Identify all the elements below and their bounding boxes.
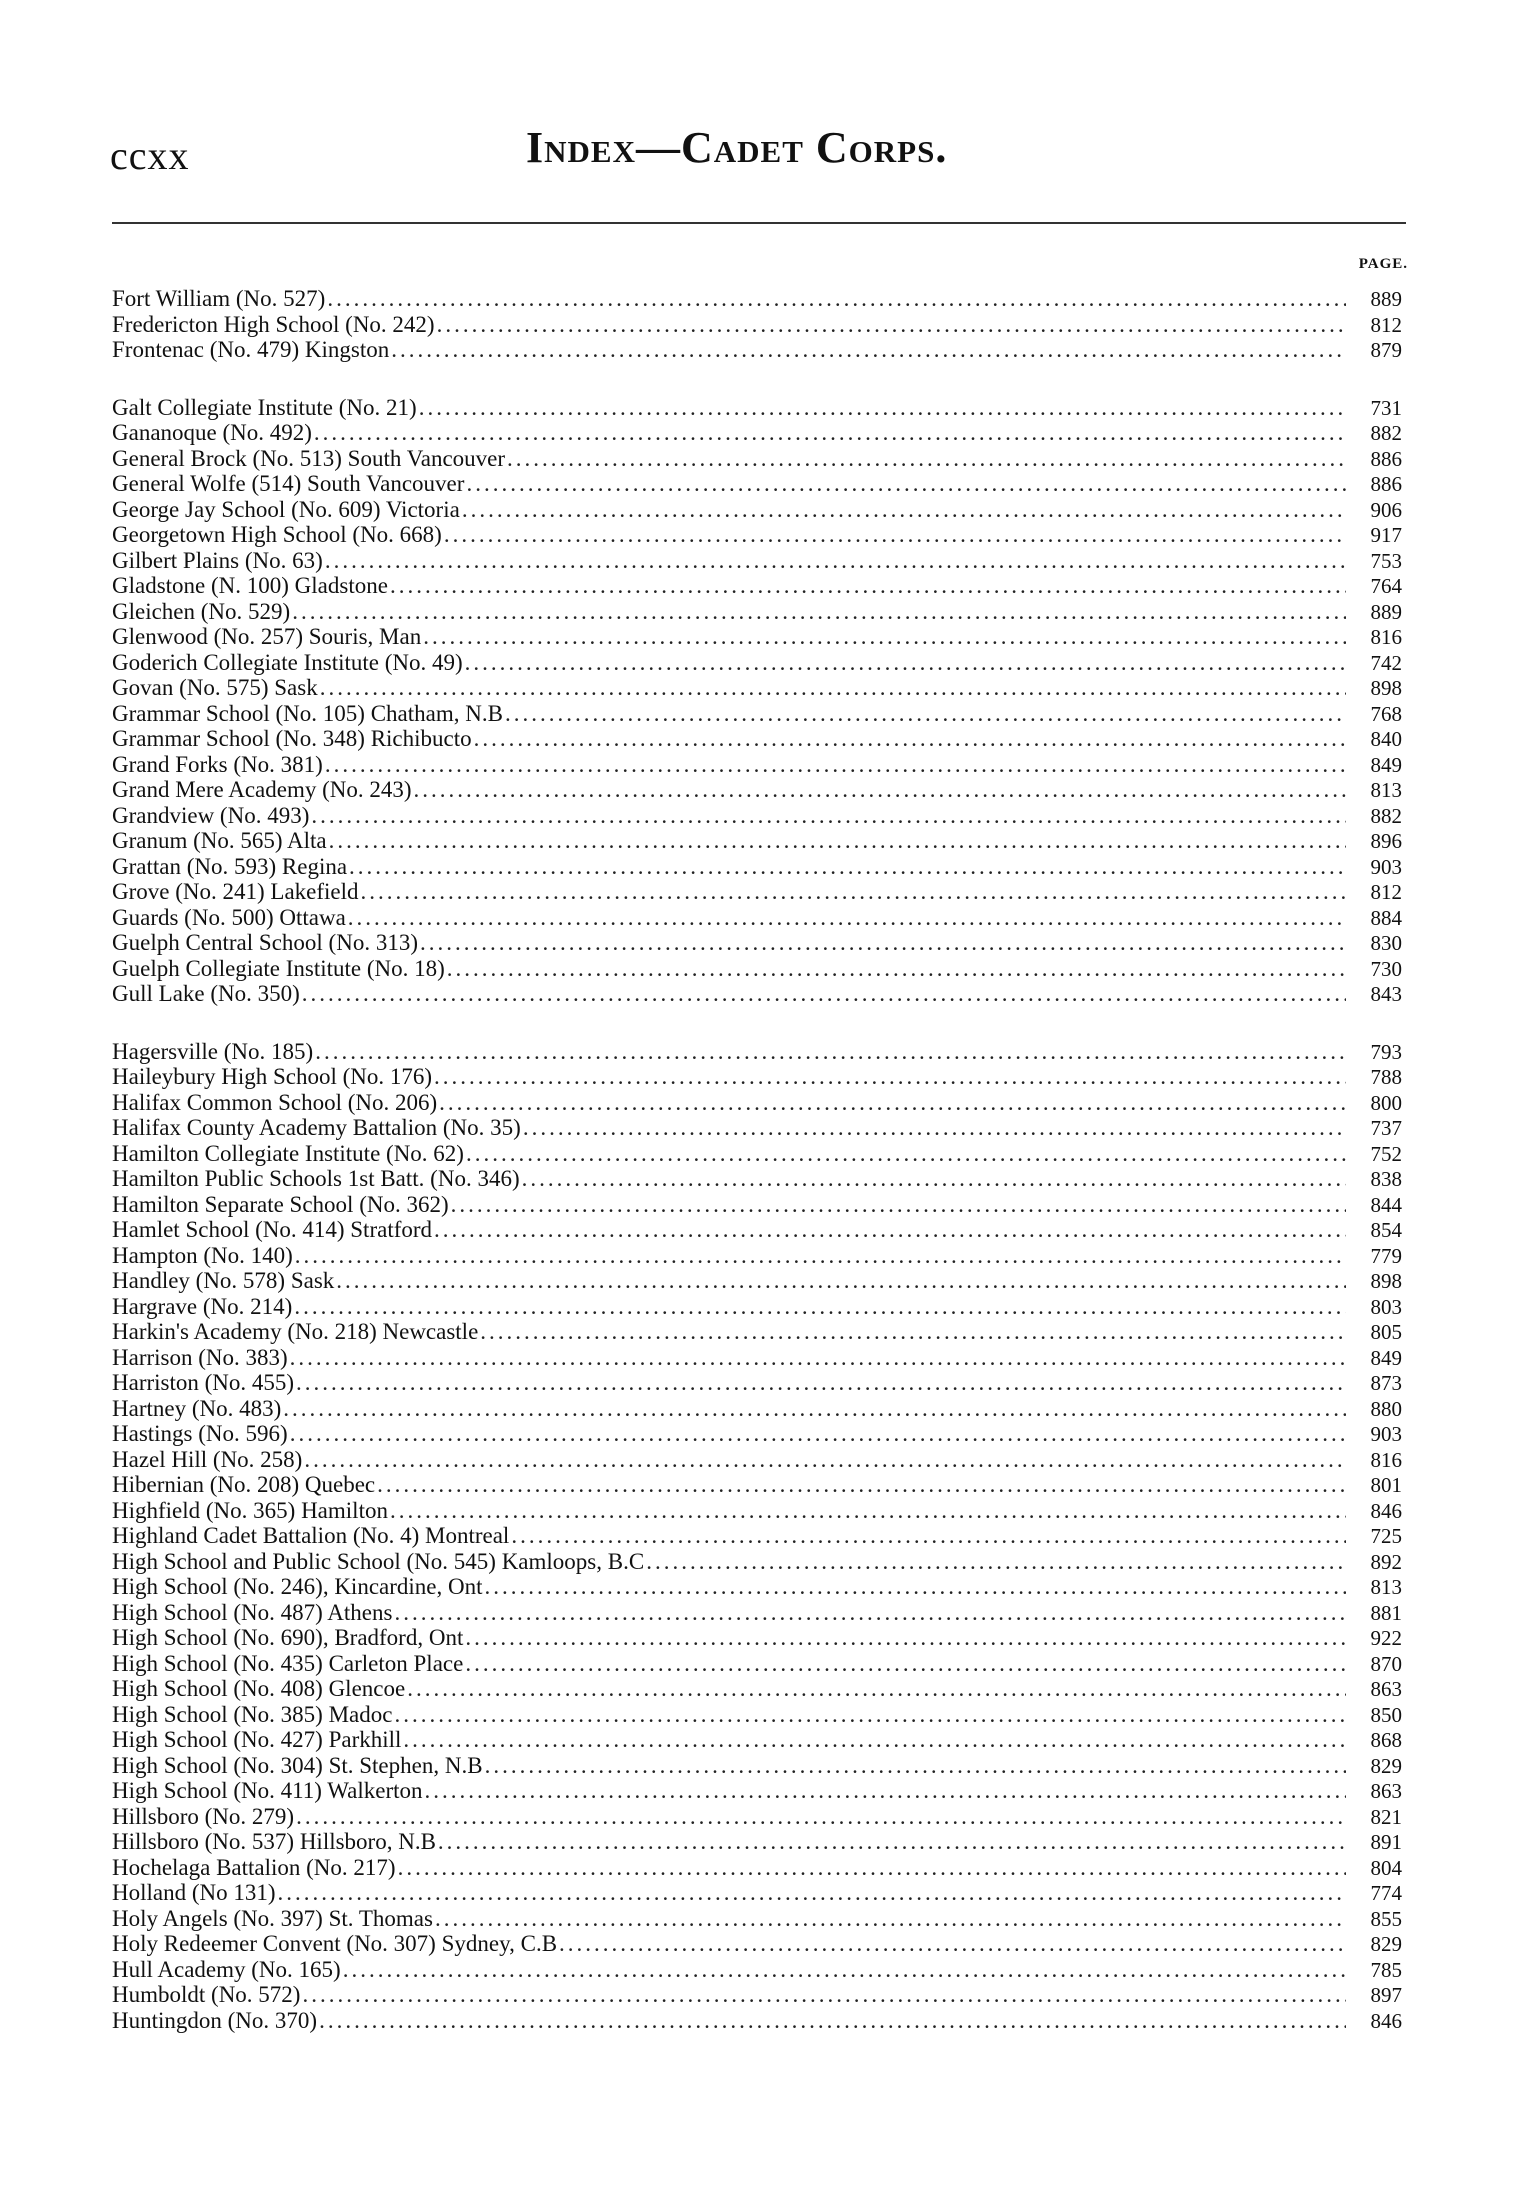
entry-page-number: 898 [1370,676,1402,700]
dot-leader [295,1243,1346,1269]
entry-page-number: 917 [1370,523,1402,547]
entry-page-number: 843 [1370,982,1402,1006]
entry-name: Glenwood (No. 257) Souris, Man [112,624,422,649]
dot-leader [314,420,1346,446]
entry-name: Goderich Collegiate Institute (No. 49) [112,649,463,675]
entry-page-number: 829 [1370,1753,1402,1778]
index-entry [112,1906,1402,1932]
entry-name: Frontenac (No. 479) Kingston [112,337,390,362]
index-group [112,395,1402,1007]
entry-page-number: 804 [1370,1855,1402,1880]
entry-page-number: 881 [1370,1600,1402,1625]
entry-name: Hampton (No. 140) [112,1242,293,1268]
entry-page-number: 846 [1370,2008,1402,2033]
index-entry [112,1268,1402,1294]
entry-page-number: 903 [1370,1422,1402,1446]
entry-page-number: 731 [1370,395,1402,420]
entry-name: Hull Academy (No. 165) [112,1956,341,1982]
dot-leader [485,1753,1346,1779]
dot-leader [302,1982,1346,2008]
entry-page-number: 813 [1370,1575,1402,1599]
entry-name: Hillsboro (No. 279) [112,1803,295,1829]
entry-page-number: 725 [1370,1524,1402,1548]
index-entry [112,1625,1402,1651]
dot-leader [466,471,1346,497]
dot-leader [290,1421,1346,1447]
dot-leader [390,1498,1346,1524]
entry-name: Grand Forks (No. 381) [112,751,323,777]
dot-leader [485,1574,1347,1600]
entry-name: Grammar School (No. 105) Chatham, N.B [112,700,503,726]
header-rule [112,222,1406,224]
dot-leader [325,548,1346,574]
entry-page-number: 854 [1370,1218,1402,1242]
entry-page-number: 801 [1370,1473,1402,1497]
entry-page-number: 889 [1370,287,1402,311]
entry-name: Harkin's Academy (No. 218) Newcastle [112,1319,479,1344]
index-entry [112,624,1402,650]
dot-leader [391,337,1346,363]
dot-leader [437,312,1346,338]
index-entry [112,2008,1402,2034]
dot-leader [327,286,1346,312]
entry-name: Hillsboro (No. 537) Hillsboro, N.B [112,1829,436,1854]
entry-name: Halifax County Academy Battalion (No. 35) [112,1115,521,1140]
entry-name: High School (No. 435) Carleton Place [112,1650,464,1676]
dot-leader [394,1600,1346,1626]
entry-name: Gilbert Plains (No. 63) [112,547,323,573]
index-entry [112,1447,1402,1473]
entry-page-number: 768 [1370,701,1402,726]
entry-page-number: 812 [1370,880,1402,904]
entry-page-number: 855 [1370,1906,1402,1931]
index-entry [112,548,1402,574]
entry-name: High School (No. 408) Glencoe [112,1676,406,1701]
index-entry [112,650,1402,676]
page-title: Index—Cadet Corps. [526,123,948,172]
entry-name: High School (No. 246), Kincardine, Ont [112,1574,483,1599]
dot-leader [523,1115,1346,1141]
index-entry [112,1957,1402,1983]
entry-name: High School (No. 690), Bradford, Ont [112,1625,464,1650]
entry-name: Harrison (No. 383) [112,1344,288,1370]
entry-name: Highfield (No. 365) Hamilton [112,1497,388,1523]
index-entry [112,803,1402,829]
dot-leader [465,650,1346,676]
dot-leader [292,599,1346,625]
entry-name: High School and Public School (No. 545) Kamloops, B.C [112,1548,645,1574]
entry-name: Grove (No. 241) Lakefield [112,879,359,904]
entry-page-number: 863 [1370,1677,1402,1701]
entry-name: Humboldt (No. 572) [112,1982,301,2007]
index-list [112,286,1402,2065]
entry-page-number: 737 [1370,1116,1402,1140]
entry-name: Gull Lake (No. 350) [112,981,300,1006]
entry-page-number: 829 [1370,1932,1402,1956]
entry-page-number: 812 [1370,312,1402,337]
index-entry [112,1600,1402,1626]
dot-leader [290,1345,1346,1371]
dot-leader [420,930,1346,956]
entry-name: Grandview (No. 493) [112,802,310,828]
entry-name: Georgetown High School (No. 668) [112,522,442,547]
dot-leader [278,1880,1346,1906]
dot-leader [522,1166,1346,1192]
entry-page-number: 742 [1370,650,1402,675]
index-entry [112,337,1402,363]
index-entry [112,1753,1402,1779]
entry-page-number: 764 [1370,574,1402,598]
entry-name: Gananoque (No. 492) [112,420,312,445]
dot-leader [511,1523,1346,1549]
entry-name: High School (No. 304) St. Stephen, N.B [112,1752,483,1778]
folio-number: ccxx [110,133,190,178]
dot-leader [319,2008,1346,2034]
entry-name: Gladstone (N. 100) Gladstone [112,573,388,598]
entry-name: Hastings (No. 596) [112,1421,288,1446]
index-entry [112,956,1402,982]
entry-page-number: 898 [1370,1269,1402,1293]
entry-page-number: 785 [1370,1957,1402,1982]
dot-leader [447,956,1346,982]
dot-leader [296,1804,1346,1830]
entry-name: Hazel Hill (No. 258) [112,1446,303,1472]
entry-page-number: 805 [1370,1320,1402,1344]
dot-leader [390,573,1346,599]
entry-page-number: 870 [1370,1651,1402,1676]
entry-page-number: 892 [1370,1549,1402,1574]
entry-page-number: 886 [1370,446,1402,471]
entry-page-number: 821 [1370,1804,1402,1829]
dot-leader [414,777,1346,803]
dot-leader [465,1625,1346,1651]
index-entry [112,675,1402,701]
entry-page-number: 882 [1370,803,1402,828]
entry-name: Guelph Collegiate Institute (No. 18) [112,955,445,981]
dot-leader [559,1931,1346,1957]
index-entry [112,1192,1402,1218]
index-entry [112,1115,1402,1141]
index-entry [112,1039,1402,1065]
index-entry [112,1345,1402,1371]
entry-page-number: 868 [1370,1728,1402,1752]
entry-name: High School (No. 411) Walkerton [112,1778,423,1803]
dot-leader [294,1294,1346,1320]
entry-page-number: 896 [1370,829,1402,853]
entry-page-number: 803 [1370,1294,1402,1319]
entry-page-number: 879 [1370,338,1402,362]
index-entry [112,879,1402,905]
entry-page-number: 788 [1370,1065,1402,1089]
entry-page-number: 730 [1370,956,1402,981]
entry-name: Govan (No. 575) Sask [112,675,318,700]
entry-page-number: 774 [1370,1881,1402,1905]
index-entry [112,395,1402,421]
entry-name: Handley (No. 578) Sask [112,1268,335,1293]
dot-leader [336,1268,1346,1294]
entry-page-number: 830 [1370,931,1402,955]
entry-page-number: 846 [1370,1498,1402,1523]
entry-name: Galt Collegiate Institute (No. 21) [112,394,417,420]
entry-name: Fredericton High School (No. 242) [112,311,435,337]
entry-name: Hamilton Public Schools 1st Batt. (No. 346) [112,1166,520,1191]
entry-name: High School (No. 385) Madoc [112,1701,393,1727]
dot-leader [474,726,1346,752]
dot-leader [315,1039,1346,1065]
page-column-heading: PAGE. [1358,256,1408,272]
index-entry [112,1294,1402,1320]
dot-leader [466,1141,1346,1167]
dot-leader [343,1957,1346,1983]
dot-leader [444,522,1346,548]
entry-name: Gleichen (No. 529) [112,598,291,624]
entry-page-number: 793 [1370,1039,1402,1064]
dot-leader [283,1396,1346,1422]
index-entry [112,701,1402,727]
entry-name: Guelph Central School (No. 313) [112,930,418,955]
entry-name: Halifax Common School (No. 206) [112,1089,438,1115]
entry-page-number: 816 [1370,1447,1402,1472]
dot-leader [646,1549,1346,1575]
entry-page-number: 884 [1370,905,1402,930]
index-entry [112,599,1402,625]
index-entry [112,1931,1402,1957]
dot-leader [325,752,1346,778]
index-entry [112,1421,1402,1447]
index-entry [112,522,1402,548]
entry-name: General Wolfe (514) South Vancouver [112,471,465,496]
dot-leader [361,879,1346,905]
index-entry [112,1217,1402,1243]
entry-name: Haileybury High School (No. 176) [112,1064,433,1089]
index-entry [112,420,1402,446]
index-entry [112,1676,1402,1702]
dot-leader [407,1676,1346,1702]
index-entry [112,1498,1402,1524]
entry-page-number: 882 [1370,421,1402,445]
index-entry [112,1090,1402,1116]
index-entry [112,1472,1402,1498]
dot-leader [296,1370,1346,1396]
dot-leader [451,1192,1346,1218]
entry-name: Hamlet School (No. 414) Stratford [112,1217,433,1242]
index-entry [112,1064,1402,1090]
entry-name: Hamilton Collegiate Institute (No. 62) [112,1140,464,1166]
entry-page-number: 849 [1370,752,1402,777]
entry-page-number: 850 [1370,1702,1402,1727]
dot-leader [434,1217,1346,1243]
index-entry [112,1396,1402,1422]
index-entry [112,286,1402,312]
entry-name: George Jay School (No. 609) Victoria [112,496,460,522]
index-entry [112,1651,1402,1677]
entry-name: General Brock (No. 513) South Vancouver [112,445,506,471]
entry-page-number: 889 [1370,599,1402,624]
index-group [112,1039,1402,2034]
index-entry [112,726,1402,752]
dot-leader [507,446,1346,472]
entry-name: Fort William (No. 527) [112,286,326,311]
dot-leader [304,1447,1346,1473]
index-entry [112,1727,1402,1753]
dot-leader [434,1064,1346,1090]
entry-page-number: 863 [1370,1779,1402,1803]
dot-leader [329,828,1346,854]
index-entry [112,752,1402,778]
index-entry [112,854,1402,880]
index-entry [112,1166,1402,1192]
entry-page-number: 903 [1370,854,1402,879]
entry-page-number: 922 [1370,1626,1402,1650]
entry-page-number: 753 [1370,548,1402,573]
index-entry [112,1829,1402,1855]
index-entry [112,1855,1402,1881]
index-entry [112,828,1402,854]
entry-page-number: 886 [1370,472,1402,496]
index-entry [112,312,1402,338]
entry-name: Hamilton Separate School (No. 362) [112,1191,449,1217]
entry-page-number: 897 [1370,1983,1402,2007]
dot-leader [394,1702,1346,1728]
entry-name: Huntingdon (No. 370) [112,2007,318,2033]
entry-page-number: 838 [1370,1167,1402,1191]
dot-leader [377,1472,1346,1498]
entry-name: Grattan (No. 593) Regina [112,853,348,879]
dot-leader [349,854,1346,880]
entry-name: High School (No. 487) Athens [112,1599,393,1625]
dot-leader [480,1319,1346,1345]
entry-page-number: 906 [1370,497,1402,522]
entry-page-number: 880 [1370,1396,1402,1421]
index-entry [112,930,1402,956]
dot-leader [438,1829,1346,1855]
entry-name: High School (No. 427) Parkhill [112,1727,402,1752]
entry-page-number: 779 [1370,1243,1402,1268]
dot-leader [505,701,1346,727]
entry-page-number: 891 [1370,1830,1402,1854]
entry-page-number: 813 [1370,778,1402,802]
entry-page-number: 849 [1370,1345,1402,1370]
entry-name: Grand Mere Academy (No. 243) [112,777,412,802]
dot-leader [439,1090,1346,1116]
index-entry [112,1702,1402,1728]
entry-name: Holy Angels (No. 397) St. Thomas [112,1905,433,1931]
index-entry [112,1880,1402,1906]
dot-leader [423,624,1346,650]
dot-leader [302,981,1346,1007]
dot-leader [398,1855,1346,1881]
index-group [112,286,1402,363]
index-entry [112,497,1402,523]
entry-name: Hartney (No. 483) [112,1395,282,1421]
index-entry [112,1778,1402,1804]
entry-name: Highland Cadet Battalion (No. 4) Montreal [112,1523,510,1548]
entry-name: Holy Redeemer Convent (No. 307) Sydney, C.B [112,1931,558,1956]
entry-name: Hibernian (No. 208) Quebec [112,1472,376,1497]
dot-leader [425,1778,1346,1804]
entry-page-number: 840 [1370,727,1402,751]
index-entry [112,1370,1402,1396]
entry-page-number: 800 [1370,1090,1402,1115]
entry-page-number: 844 [1370,1192,1402,1217]
index-entry [112,1804,1402,1830]
entry-name: Hargrave (No. 214) [112,1293,293,1319]
index-entry [112,1574,1402,1600]
entry-page-number: 873 [1370,1371,1402,1395]
dot-leader [465,1651,1346,1677]
index-entry [112,1141,1402,1167]
index-entry [112,981,1402,1007]
dot-leader [403,1727,1346,1753]
entry-name: Granum (No. 565) Alta [112,828,327,853]
dot-leader [435,1906,1346,1932]
dot-leader [311,803,1346,829]
entry-name: Grammar School (No. 348) Richibucto [112,726,472,751]
index-entry [112,905,1402,931]
dot-leader [348,905,1346,931]
index-entry [112,471,1402,497]
entry-name: Holland (No 131) [112,1880,276,1905]
entry-name: Guards (No. 500) Ottawa [112,904,346,930]
index-entry [112,1243,1402,1269]
dot-leader [419,395,1346,421]
index-entry [112,1549,1402,1575]
entry-page-number: 752 [1370,1141,1402,1166]
entry-name: Harriston (No. 455) [112,1370,295,1395]
index-entry [112,777,1402,803]
index-entry [112,446,1402,472]
index-entry [112,1319,1402,1345]
entry-name: Hagersville (No. 185) [112,1038,314,1064]
entry-name: Hochelaga Battalion (No. 217) [112,1854,396,1880]
dot-leader [320,675,1346,701]
entry-page-number: 816 [1370,625,1402,649]
dot-leader [462,497,1346,523]
index-entry [112,1523,1402,1549]
index-entry [112,573,1402,599]
index-entry [112,1982,1402,2008]
